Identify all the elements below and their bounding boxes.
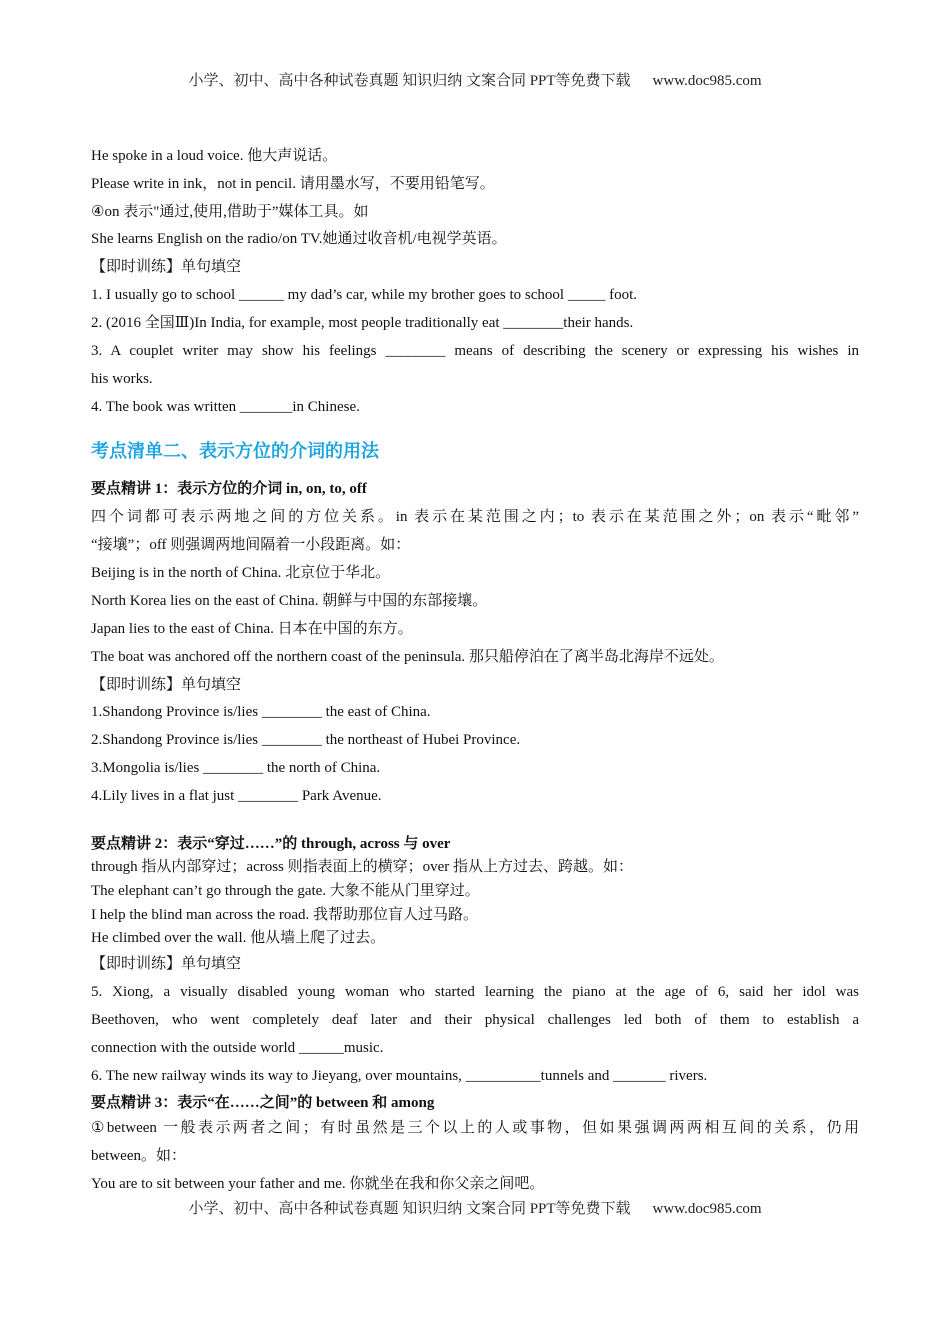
example-line: He climbed over the wall. 他从墙上爬了过去。 <box>91 930 386 946</box>
point-heading: 要点精讲 2：表示“穿过……”的 through, across 与 over <box>91 836 451 852</box>
exercise-item-cont: connection with the outside world ______music. <box>91 1040 384 1056</box>
example-line: The boat was anchored off the northern coast of the peninsula. 那只船停泊在了离半岛北海岸不远处。 <box>91 649 724 665</box>
example-line: Beijing is in the north of China. 北京位于华北。 <box>91 565 391 581</box>
exercise-item: 3. A couplet writer may show his feelings ________ means of describing the scenery or expressing his wishes in <box>91 343 859 359</box>
practice-label: 【即时训练】单句填空 <box>91 259 242 275</box>
footer-text: 小学、初中、高中各种试卷真题 知识归纳 文案合同 PPT等免费下载 <box>188 1201 631 1217</box>
page-footer <box>0 1197 950 1218</box>
header-url: www.doc985.com <box>652 73 762 89</box>
exercise-item: 6. The new railway winds its way to Jieyang, over mountains, __________tunnels and _______ rivers. <box>91 1068 708 1084</box>
exercise-item: 1.Shandong Province is/lies ________ the east of China. <box>91 704 431 720</box>
example-line: The elephant can’t go through the gate. 大象不能从门里穿过。 <box>91 883 480 899</box>
example-line: She learns English on the radio/on TV.她通过收音机/电视学英语。 <box>91 231 507 247</box>
example-line: He spoke in a loud voice. 他大声说话。 <box>91 148 338 164</box>
header-text: 小学、初中、高中各种试卷真题 知识归纳 文案合同 PPT等免费下载 <box>188 73 631 89</box>
exercise-item-cont: his works. <box>91 371 153 387</box>
exercise-item: 2. (2016 全国Ⅲ)In India, for example, most people traditionally eat ________their hands. <box>91 315 634 331</box>
point-description: through 指从内部穿过；across 则指表面上的横穿；over 指从上方过去、跨越。如： <box>91 859 634 875</box>
practice-label: 【即时训练】单句填空 <box>91 956 242 972</box>
practice-label: 【即时训练】单句填空 <box>91 677 242 693</box>
footer-url: www.doc985.com <box>652 1201 762 1217</box>
point-heading: 要点精讲 1：表示方位的介词 in, on, to, off <box>91 481 367 497</box>
point-description: 四个词都可表示两地之间的方位关系。in 表示在某范围之内；to 表示在某范围之外；on 表示“毗邻” <box>91 509 859 525</box>
point-description: ①between 一般表示两者之间；有时虽然是三个以上的人或事物，但如果强调两两相互间的关系，仍用 <box>91 1120 859 1136</box>
exercise-item: 3.Mongolia is/lies ________ the north of China. <box>91 760 381 776</box>
example-line: Japan lies to the east of China. 日本在中国的东方。 <box>91 621 413 637</box>
example-line: Please write in ink，not in pencil. 请用墨水写，不要用铅笔写。 <box>91 176 495 192</box>
exercise-item: 4.Lily lives in a flat just ________ Park Avenue. <box>91 788 382 804</box>
section-title: 考点清单二、表示方位的介词的用法 <box>91 441 379 462</box>
usage-note: ④on 表示"通过,使用,借助于”媒体工具。如 <box>91 204 369 220</box>
exercise-item: 5. Xiong, a visually disabled young woman who started learning the piano at the age of 6, said her idol was <box>91 984 859 1000</box>
point-description: between。如： <box>91 1148 186 1164</box>
example-line: North Korea lies on the east of China. 朝鲜与中国的东部接壤。 <box>91 593 488 609</box>
point-heading: 要点精讲 3：表示“在……之间”的 between 和 among <box>91 1095 435 1111</box>
page-header <box>0 69 950 90</box>
exercise-item-cont: Beethoven, who went completely deaf later and their physical challenges led both of them to establish a <box>91 1012 859 1028</box>
example-line: You are to sit between your father and me. 你就坐在我和你父亲之间吧。 <box>91 1176 545 1192</box>
point-description: “接壤”；off 则强调两地间隔着一小段距离。如： <box>91 537 411 553</box>
example-line: I help the blind man across the road. 我帮助那位盲人过马路。 <box>91 907 479 923</box>
exercise-item: 2.Shandong Province is/lies ________ the northeast of Hubei Province. <box>91 732 521 748</box>
exercise-item: 1. I usually go to school ______ my dad’s car, while my brother goes to school _____ foot. <box>91 287 637 303</box>
exercise-item: 4. The book was written _______in Chinese. <box>91 399 360 415</box>
